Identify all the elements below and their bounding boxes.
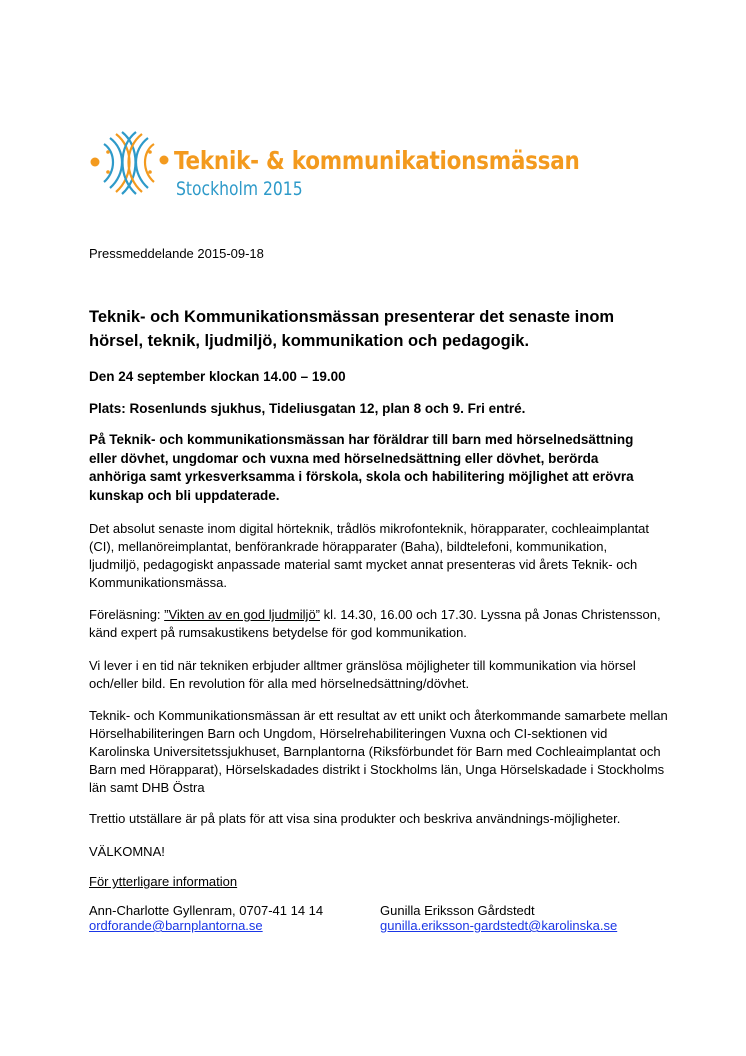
paragraph-collaboration: Teknik- och Kommunikationsmässan är ett resultat av ett unikt och återkommande samarbete mellan Hörselhabiliteringen Barn och Ungdom, Hörselrehabiliteringen Vuxna och CI-sektionen vid Karolinska Universitetssjukhuset, Barnplantorna (Riksförbundet för Barn med Cochleaimplantat och Barn med Hörapparat), Hörselskadades distrikt i Stockholms län, Unga Hörselskadade i Stockholms län samt DHB Östra xyxy=(89,708,668,795)
lead-paragraph: På Teknik- och kommunikationsmässan har föräldrar till barn med hörselnedsättning eller dövhet, ungdomar och vuxna med hörselnedsättning eller dövhet, berörda anhöriga samt yrkesverksamma i förskola, skola och habilitering möjlighet att erövra kunskap och bli uppdaterade. xyxy=(89,432,634,503)
fair-logo-icon xyxy=(86,122,170,206)
lecture-details: kl. 14.30, 16.00 och 17.30. Lyssna på Jonas Christensson, känd expert på rumsakustikens betydelse för god kommunikation. xyxy=(89,607,661,640)
contact-name-1: Ann-Charlotte Gyllenram, 0707-41 14 14 xyxy=(89,903,324,918)
logo-title: Teknik- & kommunikationsmässan xyxy=(174,146,580,175)
paragraph-revolution: Vi lever i en tid när tekniken erbjuder alltmer gränslösa möjligheter till kommunikation via hörsel och/eller bild. En revolution för alla med hörselnedsättning/dövhet. xyxy=(89,658,636,691)
event-date: Den 24 september klockan 14.00 – 19.00 xyxy=(89,369,346,384)
logo-subtitle: Stockholm 2015 xyxy=(176,178,303,200)
contact-email-2[interactable]: gunilla.eriksson-gardstedt@karolinska.se xyxy=(380,918,618,933)
event-place: Plats: Rosenlunds sjukhus, Tideliusgatan 12, plan 8 och 9. Fri entré. xyxy=(89,401,526,416)
lecture-title-link[interactable]: ”Vikten av en god ljudmiljö” xyxy=(164,607,320,622)
lecture-paragraph xyxy=(89,606,669,642)
page-title: Teknik- och Kommunikationsmässan presenterar det senaste inom hörsel, teknik, ljudmiljö, kommunikation och pedagogik. xyxy=(89,308,615,350)
fair-logo xyxy=(86,122,580,206)
more-info-heading: För ytterligare information xyxy=(89,874,238,889)
welcome-text: VÄLKOMNA! xyxy=(89,844,165,859)
lecture-prefix: Föreläsning: xyxy=(89,607,165,622)
press-date: Pressmeddelande 2015-09-18 xyxy=(89,246,264,261)
paragraph-technology: Det absolut senaste inom digital hörteknik, trådlös mikrofonteknik, hörapparater, cochleaimplantat (CI), mellanöreimplantat, benförankrade hörapparater (Baha), bildtelefoni, kommunikation, ljudmiljö, pedagogiskt anpassade material samt mycket annat presenteras vid årets Teknik- och Kommunikationsmässa. xyxy=(89,521,650,590)
contact-email-1[interactable]: ordforande@barnplantorna.se xyxy=(89,918,263,933)
paragraph-exhibitors: Trettio utställare är på plats för att visa sina produkter och beskriva användnings-möjligheter. xyxy=(89,811,621,826)
contact-name-2: Gunilla Eriksson Gårdstedt xyxy=(380,903,535,918)
